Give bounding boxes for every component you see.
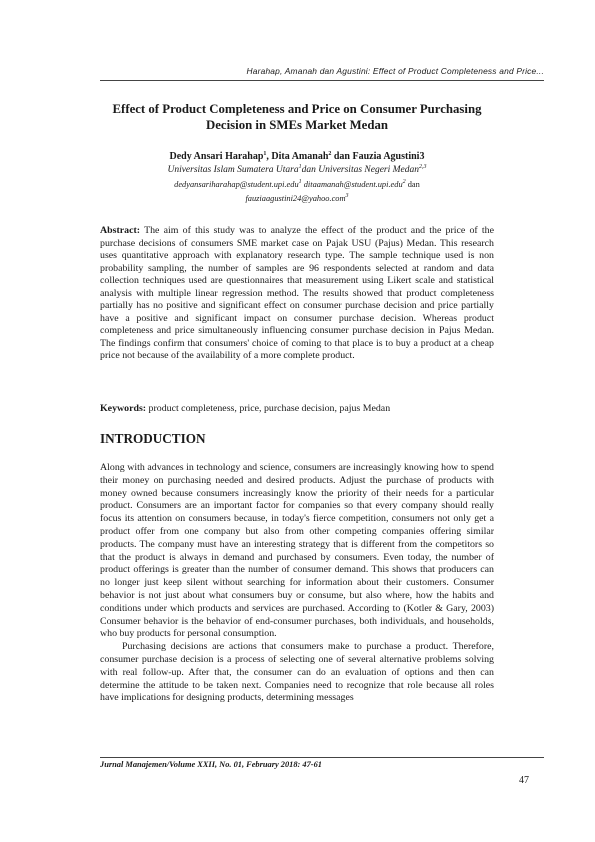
page-number: 47 (519, 775, 529, 786)
abstract-text: The aim of this study was to analyze the effect of the product and the price of the purchase decisions of consumers SME market case on Pajak USU (Pajus) Medan. This research uses quantitative approach with explanatory research type. The sample technique used is non probability sampling, the number of samples are 96 respondents selected at random and data collection techniques used are questionnaires that measurement using Likert scale and statistical analysis with multiple linear regression method. The results showed that product completeness partially has no positive and significant effect on consumer purchase decision and price partially have a positive and significant impact on consumer purchase decision. Whereas product completeness and price simultaneously influencing consumer purchase decision in Pajus Medan. The findings confirm that consumers' choice of coming to that place is to buy a product at a cheap price not because of the availability of a more complete product. (100, 225, 494, 361)
email-3-marker: 3 (345, 193, 349, 199)
author-2: Dita Amanah (271, 151, 329, 162)
email-block (100, 178, 494, 206)
author-2-marker: 2 (328, 151, 332, 157)
header-rule (100, 80, 544, 81)
paragraph: Purchasing decisions are actions that consumers make to purchase a product. Therefore, consumer purchase decision is a process of selecting one of several alternative problems solving with real follow-up. After that, the consumer can do an evaluation of options and then can determine the attitude to be taken next. Companies need to recognize that role because all roles have implications for designing products, determining messages (100, 641, 494, 704)
paragraph: Along with advances in technology and science, consumers are increasingly knowing how to spend their money on purchasing needed and desired products. Adjust the purchase of products with money owned because consumers increasingly know the priority of their needs for a particular product. Consumers are an important factor for companies so that every company should really focus its attention on consumers because, in today's fierce competition, consumers not only get a product offer from one company but also from other competing companies offering similar products. The company must have an interesting strategy that is different from the competitors so that the product is always in demand and purchased by consumers. Even today, the number of product offerings is greater than the number of consumer demand. This shows that producers can no longer just keep silent without searching for information about their customers. Consumer behavior is not just about what consumers buy or consume, but also where, how the habits and conditions under which products and services are purchased. According to (Kotler & Gary, 2003) Consumer behavior is the behavior of end-consumer purchases, both individuals, and households, who buy products for personal consumption. (100, 462, 494, 640)
email-2-marker: 2 (402, 179, 406, 185)
author-1-marker: 1 (263, 151, 267, 157)
abstract-label: Abstract: (100, 225, 141, 236)
email-2[interactable]: ditaamanah@student.upi.edu (301, 180, 403, 189)
abstract (100, 225, 494, 363)
email-conjunction: dan (405, 180, 420, 189)
author-3: Fauzia Agustini3 (352, 151, 425, 162)
author-line (100, 150, 494, 163)
keywords (100, 403, 494, 416)
author-separator: dan (331, 151, 353, 162)
email-1-marker: 1 (298, 179, 302, 185)
keywords-text: product completeness, price, purchase decision, pajus Medan (146, 403, 391, 414)
footer-rule (100, 757, 544, 758)
journal-footer: Jurnal Manajemen/Volume XXII, No. 01, February 2018: 47-61 (100, 760, 322, 769)
paper-title: Effect of Product Completeness and Price on Consumer Purchasing Decision in SMEs Market Medan (112, 102, 482, 132)
affiliation-line (100, 164, 494, 176)
running-head: Harahap, Amanah dan Agustini: Effect of Product Completeness and Price... (246, 66, 544, 76)
section-heading-introduction: INTRODUCTION (100, 431, 206, 446)
author-separator: , (266, 151, 272, 162)
keywords-label: Keywords: (100, 403, 147, 414)
affiliation-2-marker: 2,3 (419, 164, 427, 170)
affiliation-1: Universitas Islam Sumatera Utara (167, 165, 299, 175)
affiliation-2: dan Universitas Negeri Medan (301, 165, 420, 175)
email-3[interactable]: fauziaagustini24@yahoo.com (245, 194, 346, 203)
email-1[interactable]: dedyansariharahap@student.upi.edu (174, 180, 299, 189)
introduction-body (100, 462, 494, 705)
author-1: Dedy Ansari Harahap (169, 151, 264, 162)
affiliation-1-marker: 1 (298, 164, 302, 170)
